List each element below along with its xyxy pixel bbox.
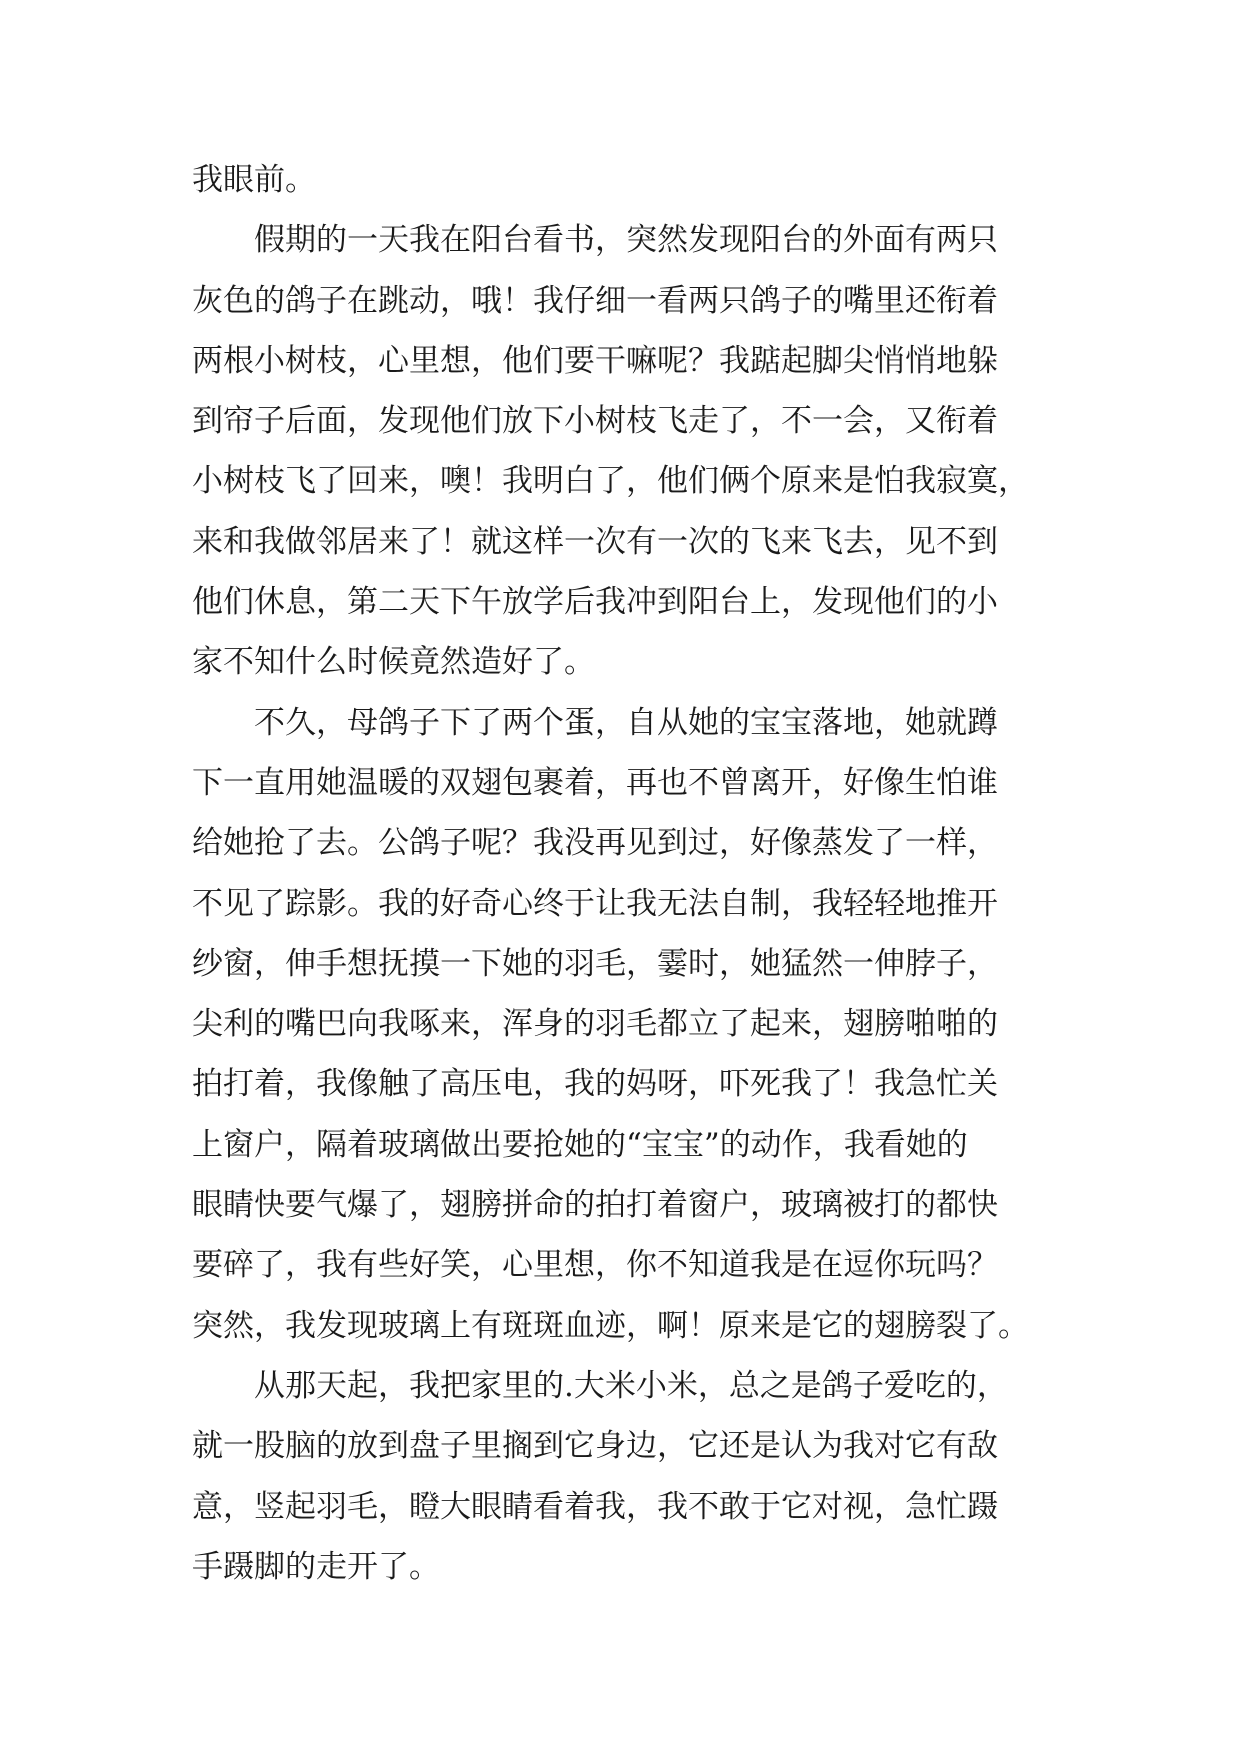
text-line: 下一直用她温暖的双翅包裹着，再也不曾离开，好像生怕谁 — [192, 764, 998, 801]
essay-body — [192, 160, 1092, 1607]
text-line: 假期的一天我在阳台看书，突然发现阳台的外面有两只 — [192, 222, 998, 259]
text-line: 不见了踪影。我的好奇心终于让我无法自制，我轻轻地推开 — [192, 885, 998, 922]
text-line: 突然，我发现玻璃上有斑斑血迹，啊！原来是它的翅膀裂了。 — [192, 1307, 1029, 1344]
text-line: 手蹑脚的走开了。 — [192, 1548, 440, 1585]
text-line: 家不知什么时候竟然造好了。 — [192, 644, 595, 681]
text-line: 纱窗，伸手想抚摸一下她的羽毛，霎时，她猛然一伸脖子， — [192, 945, 998, 982]
text-line: 尖利的嘴巴向我啄来，浑身的羽毛都立了起来，翅膀啪啪的 — [192, 1006, 998, 1043]
text-line: 拍打着，我像触了高压电，我的妈呀，吓死我了！我急忙关 — [192, 1066, 998, 1103]
text-line: 不久，母鸽子下了两个蛋，自从她的宝宝落地，她就蹲 — [192, 704, 998, 741]
text-line: 我眼前。 — [192, 162, 316, 198]
text-line: 两根小树枝，心里想，他们要干嘛呢？我踮起脚尖悄悄地躲 — [192, 342, 998, 379]
text-line: 小树枝飞了回来，噢！我明白了，他们俩个原来是怕我寂寞， — [192, 463, 1029, 500]
text-line: 从那天起，我把家里的.大米小米，总之是鸽子爱吃的， — [192, 1367, 1008, 1404]
text-line: 就一股脑的放到盘子里搁到它身边，它还是认为我对它有敌 — [192, 1428, 998, 1465]
text-line: 给她抢了去。公鸽子呢？我没再见到过，好像蒸发了一样， — [192, 825, 998, 862]
text-line: 他们休息，第二天下午放学后我冲到阳台上，发现他们的小 — [192, 584, 998, 621]
text-line: 来和我做邻居来了！就这样一次有一次的飞来飞去，见不到 — [192, 523, 998, 560]
text-line: 灰色的鸽子在跳动，哦！我仔细一看两只鸽子的嘴里还衔着 — [192, 282, 998, 319]
text-line: 上窗户，隔着玻璃做出要抢她的“宝宝”的动作，我看她的 — [192, 1126, 968, 1163]
text-line: 到帘子后面，发现他们放下小树枝飞走了，不一会，又衔着 — [192, 403, 998, 440]
text-line: 意，竖起羽毛，瞪大眼睛看着我，我不敢于它对视，急忙蹑 — [192, 1488, 998, 1525]
text-line: 眼睛快要气爆了，翅膀拼命的拍打着窗户，玻璃被打的都快 — [192, 1187, 998, 1224]
text-line: 要碎了，我有些好笑，心里想，你不知道我是在逗你玩吗？ — [192, 1247, 998, 1284]
